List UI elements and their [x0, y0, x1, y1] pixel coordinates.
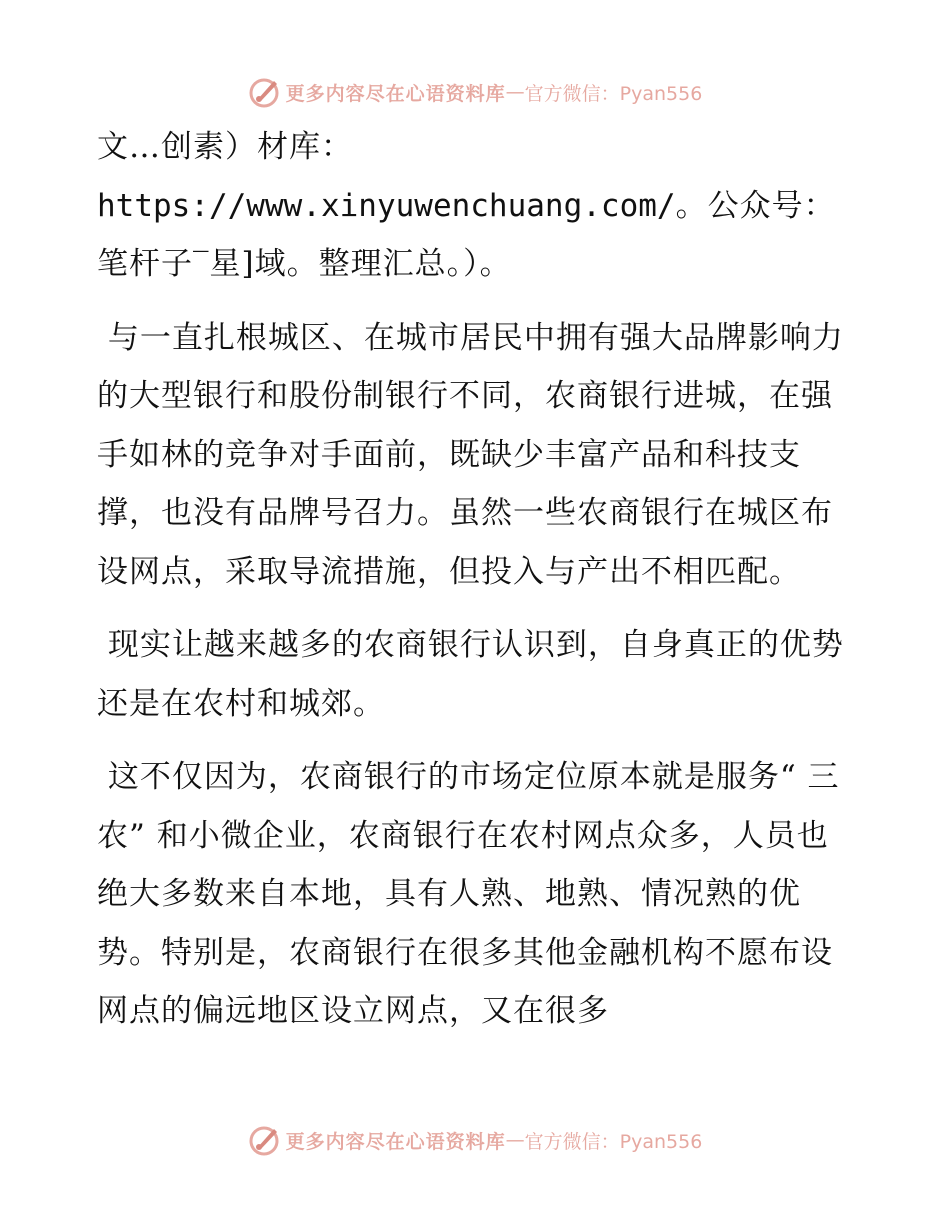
- source-note-prefix: 文…创素）材库：: [97, 129, 353, 165]
- source-note-suffix: 。公众号：笔杆子‾星]域。整理汇总。）。: [97, 187, 836, 282]
- watermark-lead-text: 更多内容尽在心语资料库: [285, 1130, 506, 1153]
- watermark-dash: —: [505, 81, 525, 103]
- paragraph-3: 现实让越来越多的农商银行认识到，自身真正的优势还是在农村和城郊。: [97, 627, 844, 722]
- watermark-account-text: 官方微信：Pyan556: [524, 82, 703, 105]
- document-body: [97, 118, 857, 1056]
- watermark-lead-text: 更多内容尽在心语资料库: [285, 82, 506, 105]
- watermark-dash: —: [505, 1129, 525, 1151]
- brush-logo-icon: [248, 1123, 282, 1157]
- watermark-account-text: 官方微信：Pyan556: [524, 1130, 703, 1153]
- footer-watermark: [0, 1120, 950, 1160]
- brush-logo-icon: [248, 75, 282, 109]
- paragraph-4: 这不仅因为，农商银行的市场定位原本就是服务“ 三农” 和小微企业，农商银行在农村网点众多，人员也绝大多数来自本地，具有人熟、地熟、情况熟的优势。特别是，农商银行在很多其他金融机构不愿布设网点的偏远地区设立网点，又在很多: [97, 759, 840, 1029]
- header-watermark: [0, 72, 950, 112]
- paragraph-source-note: [97, 118, 857, 294]
- paragraph-2: 与一直扎根城区、在城市居民中拥有强大品牌影响力的大型银行和股份制银行不同，农商银行进城，在强手如林的竞争对手面前，既缺少丰富产品和科技支撑，也没有品牌号召力。虽然一些农商银行在城区布设网点，采取导流措施，但投入与产出不相匹配。: [97, 319, 844, 590]
- source-url-link[interactable]: https://www.xinyuwenchuang.com/: [97, 187, 676, 224]
